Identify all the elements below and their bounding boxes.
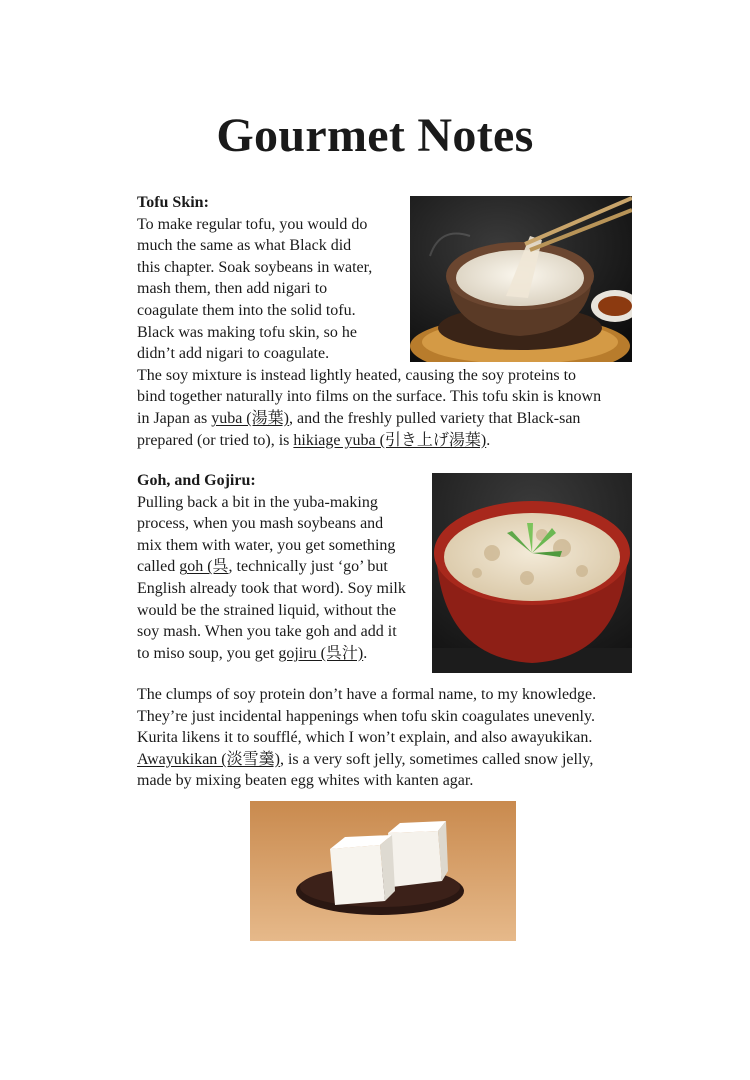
section-paragraph-wrapped <box>137 214 399 365</box>
text-fragment: . <box>363 644 368 662</box>
section-awayukikan <box>137 684 647 792</box>
text-line: The clumps of soy protein don’t have a formal name, to my knowledge. <box>137 686 597 703</box>
text-line: coagulate them into the solid tofu. <box>137 301 356 319</box>
text-line: soy mash. When you take goh and add it <box>137 623 397 641</box>
section-heading: Goh, and Gojiru: <box>137 472 256 489</box>
gojiru-photo <box>432 473 632 673</box>
text-line: this chapter. Soak soybeans in water, <box>137 258 373 276</box>
text-line: Kurita likens it to soufflé, which I won’t explain, and also awayukikan. <box>137 729 593 747</box>
section-paragraph-wrapped <box>137 492 422 665</box>
term-goh: goh (呉 <box>179 558 229 576</box>
text-line: didn’t add nigari to coagulate. <box>137 345 330 363</box>
text-fragment: , technically just ‘go’ but <box>228 558 388 576</box>
text-fragment: prepared (or tried to), is <box>137 431 294 449</box>
text-line: English already took that word). Soy milk <box>137 579 406 597</box>
text-fragment: to miso soup, you get <box>137 644 279 662</box>
text-line: mix them with water, you get something <box>137 536 396 554</box>
term-hikiage-yuba: hikiage yuba (引き上げ湯葉) <box>293 431 487 449</box>
term-yuba: yuba (湯葉) <box>211 409 289 427</box>
text-fragment: , and the freshly pulled variety that Black-san <box>288 409 581 427</box>
text-line: Black was making tofu skin, so he <box>137 323 357 341</box>
text-line: much the same as what Black did <box>137 237 352 255</box>
text-line: mash them, then add nigari to <box>137 280 328 298</box>
text-line: made by mixing beaten egg whites with kanten agar. <box>137 772 474 790</box>
section-heading: Tofu Skin: <box>137 194 209 211</box>
text-line: Pulling back a bit in the yuba-making <box>137 493 378 511</box>
yuba-photo <box>410 196 632 362</box>
text-line: They’re just incidental happenings when tofu skin coagulates unevenly. <box>137 707 595 725</box>
text-fragment: . <box>486 431 491 449</box>
text-line: would be the strained liquid, without the <box>137 601 397 619</box>
text-fragment: called <box>137 558 180 576</box>
text-line: process, when you mash soybeans and <box>137 515 384 533</box>
awayukikan-photo <box>250 801 516 941</box>
text-line: bind together naturally into films on the surface. This tofu skin is known <box>137 388 602 406</box>
text-line: The soy mixture is instead lightly heated, causing the soy proteins to <box>137 366 577 384</box>
text-line: To make regular tofu, you would do <box>137 215 368 233</box>
term-gojiru: gojiru (呉汁) <box>278 644 364 662</box>
text-fragment: , is a very soft jelly, sometimes called snow jelly, <box>279 750 594 768</box>
page-title: Gourmet Notes <box>216 109 534 162</box>
text-fragment: in Japan as <box>137 409 212 427</box>
term-awayukikan: Awayukikan (淡雪羹) <box>137 750 280 768</box>
